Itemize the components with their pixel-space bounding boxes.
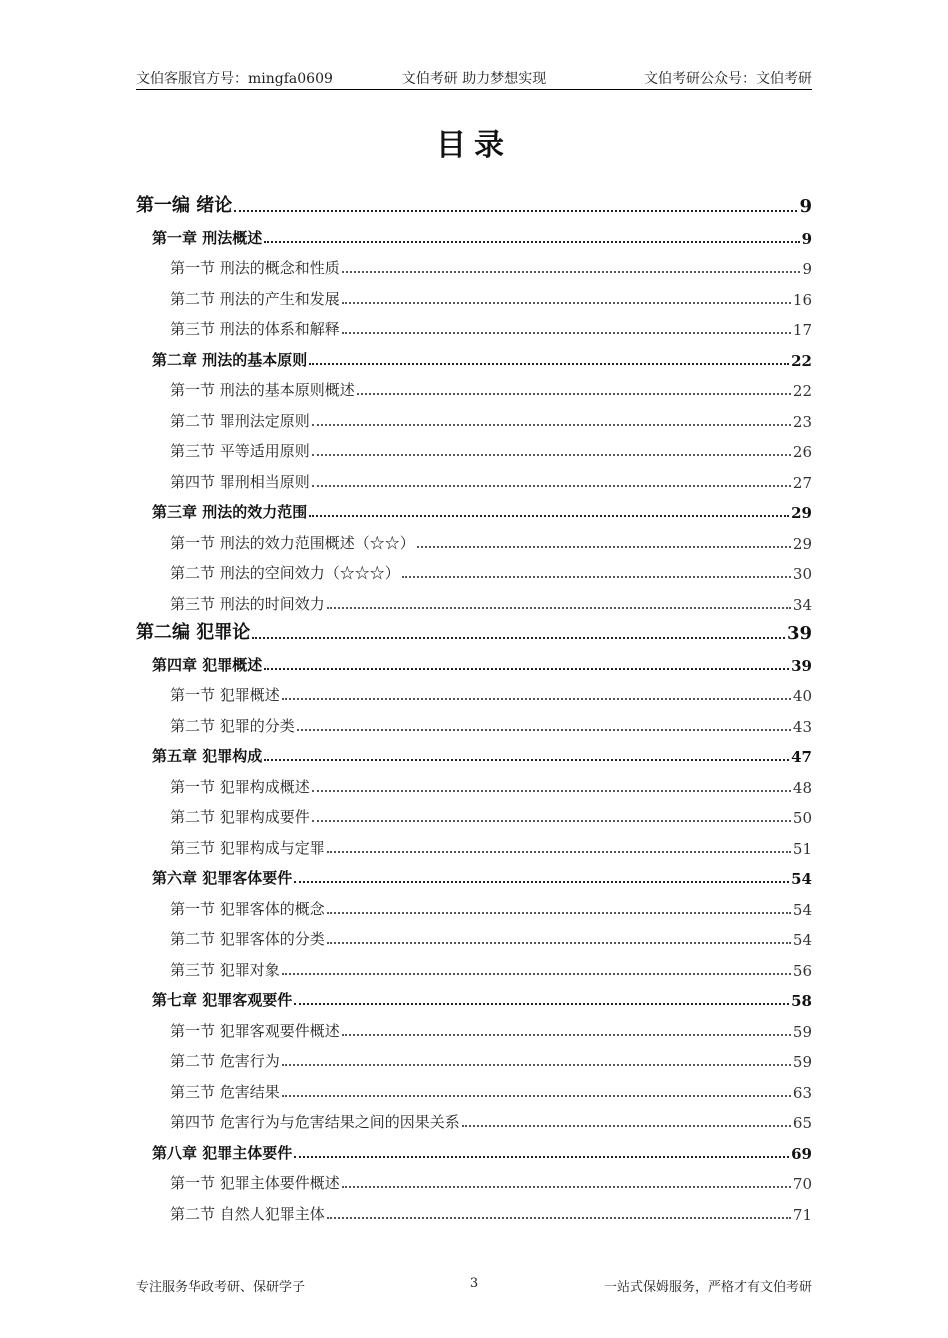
toc-entry-page: 39 [791, 656, 812, 675]
toc-dot-leader [327, 1217, 791, 1219]
toc-dot-leader [342, 1034, 791, 1036]
toc-dot-leader [312, 424, 791, 426]
toc-entry-title: 第二章 刑法的基本原则 [152, 350, 308, 369]
toc-entry-section[interactable] [136, 834, 812, 858]
toc-entry-title: 第五章 犯罪构成 [152, 747, 263, 765]
toc-entry-title: 第三节 犯罪构成与定罪 [170, 838, 325, 857]
toc-entry-page: 16 [792, 290, 812, 309]
toc-entry-title: 第四节 罪刑相当原则 [170, 472, 310, 491]
toc-entry-title: 第一编 绪论 [136, 195, 233, 216]
footer-page-number: 3 [469, 1276, 479, 1291]
toc-entry-title: 第一节 刑法的概念和性质 [170, 259, 340, 277]
toc-entry-title: 第一节 犯罪客观要件概述 [170, 1021, 340, 1040]
toc-entry-section[interactable] [136, 376, 812, 400]
toc-dot-leader [264, 668, 789, 670]
page-title: 目录 [436, 128, 512, 163]
toc-entry-title: 第二节 危害行为 [170, 1052, 280, 1070]
toc-entry-title: 第一节 犯罪客体的概念 [170, 899, 325, 918]
toc-dot-leader [234, 210, 797, 212]
toc-entry-page: 43 [792, 717, 812, 736]
toc-entry-page: 23 [792, 412, 812, 431]
toc-entry-section[interactable] [136, 590, 812, 614]
toc-entry-section[interactable] [136, 315, 812, 339]
toc-entry-section[interactable] [136, 1108, 812, 1132]
toc-dot-leader [312, 485, 791, 487]
toc-entry-part[interactable] [136, 193, 812, 217]
toc-entry-section[interactable] [136, 529, 812, 553]
toc-entry-page: 9 [801, 229, 812, 248]
toc-dot-leader [312, 454, 791, 456]
toc-entry-title: 第二节 罪刑法定原则 [170, 411, 310, 430]
toc-entry-page: 51 [792, 839, 812, 858]
toc-entry-section[interactable] [136, 1078, 812, 1102]
toc-dot-leader [297, 729, 791, 731]
toc-entry-title: 第三节 危害结果 [170, 1082, 280, 1101]
toc-entry-section[interactable] [136, 254, 812, 278]
toc-entry-page: 48 [792, 778, 812, 797]
toc-entry-title: 第二节 犯罪的分类 [170, 716, 295, 735]
toc-dot-leader [294, 881, 789, 883]
toc-entry-chapter[interactable] [136, 742, 812, 766]
toc-entry-page: 22 [791, 351, 812, 370]
toc-dot-leader [294, 1156, 789, 1158]
toc-dot-leader [264, 759, 789, 761]
toc-entry-section[interactable] [136, 1017, 812, 1041]
toc-entry-section[interactable] [136, 468, 812, 492]
toc-entry-section[interactable] [136, 1047, 812, 1071]
toc-entry-title: 第三节 犯罪对象 [170, 960, 280, 979]
toc-entry-title: 第一节 刑法的基本原则概述 [170, 381, 355, 399]
toc-entry-section[interactable] [136, 712, 812, 736]
toc-entry-part[interactable] [136, 620, 812, 644]
footer-tagline: 专注服务华政考研、保研学子 [136, 1280, 306, 1295]
toc-dot-leader [462, 1125, 791, 1127]
toc-entry-title: 第三节 刑法的时间效力 [170, 594, 325, 613]
toc-entry-chapter[interactable] [136, 986, 812, 1010]
toc-dot-leader [357, 393, 791, 395]
toc-entry-page: 50 [792, 809, 812, 827]
toc-entry-page: 56 [792, 961, 812, 980]
toc-entry-page: 47 [791, 748, 812, 766]
toc-dot-leader [327, 912, 791, 914]
toc-entry-page: 70 [792, 1175, 812, 1193]
toc-entry-page: 40 [792, 687, 812, 705]
toc-dot-leader [312, 820, 791, 822]
toc-entry-page: 58 [791, 992, 812, 1010]
toc-entry-section[interactable] [136, 681, 812, 705]
toc-entry-page: 54 [791, 870, 812, 888]
toc-dot-leader [402, 576, 791, 578]
footer-slogan: 一站式保姆服务，严格才有文伯考研 [603, 1280, 812, 1295]
toc-entry-section[interactable] [136, 1169, 812, 1193]
toc-entry-page: 29 [791, 504, 812, 522]
toc-entry-page: 34 [792, 595, 812, 614]
toc-entry-title: 第一章 刑法概述 [152, 228, 263, 247]
header-public-account: 文伯考研公众号：文伯考研 [644, 71, 812, 87]
toc-dot-leader [282, 1095, 791, 1097]
toc-entry-title: 第一节 犯罪概述 [170, 686, 280, 704]
toc-entry-chapter[interactable] [136, 864, 812, 888]
toc-dot-leader [417, 546, 791, 548]
toc-entry-page: 69 [791, 1144, 812, 1163]
toc-entry-page: 63 [792, 1083, 812, 1102]
toc-dot-leader [309, 363, 789, 365]
toc-dot-leader [342, 271, 801, 273]
toc-entry-section[interactable] [136, 956, 812, 980]
toc-entry-page: 59 [792, 1022, 812, 1041]
toc-dot-leader [282, 1064, 791, 1066]
toc-dot-leader [282, 698, 791, 700]
toc-entry-section[interactable] [136, 803, 812, 827]
toc-entry-section[interactable] [136, 559, 812, 583]
toc-entry-section[interactable] [136, 925, 812, 949]
toc-entry-section[interactable] [136, 1200, 812, 1224]
toc-entry-title: 第一节 刑法的效力范围概述（☆☆） [170, 533, 415, 552]
toc-entry-page: 29 [792, 534, 812, 553]
toc-dot-leader [282, 973, 791, 975]
toc-dot-leader [252, 637, 785, 639]
toc-entry-section[interactable] [136, 895, 812, 919]
toc-entry-page: 39 [786, 623, 812, 644]
toc-entry-title: 第三章 刑法的效力范围 [152, 503, 308, 521]
header-slogan: 文伯考研 助力梦想实现 [401, 71, 547, 87]
page-header [136, 67, 812, 90]
toc-dot-leader [327, 942, 791, 944]
toc-entry-section[interactable] [136, 407, 812, 431]
toc-entry-title: 第二编 犯罪论 [136, 622, 251, 643]
toc-entry-page: 54 [792, 900, 812, 919]
toc-entry-page: 9 [799, 196, 812, 217]
toc-entry-title: 第二节 犯罪客体的分类 [170, 930, 325, 948]
toc-entry-chapter[interactable] [136, 498, 812, 522]
toc-entry-section[interactable] [136, 773, 812, 797]
toc-entry-chapter[interactable] [136, 1139, 812, 1163]
toc-dot-leader [342, 302, 791, 304]
toc-dot-leader [264, 241, 799, 243]
toc-entry-title: 第一节 犯罪主体要件概述 [170, 1174, 340, 1192]
header-service-account: 文伯客服官方号：mingfa0609 [136, 71, 333, 87]
toc-dot-leader [294, 1003, 789, 1005]
toc-entry-chapter[interactable] [136, 346, 812, 370]
toc-entry-title: 第八章 犯罪主体要件 [152, 1143, 293, 1162]
toc-entry-page: 9 [802, 260, 812, 278]
toc-entry-title: 第二节 刑法的产生和发展 [170, 289, 340, 308]
toc-entry-page: 71 [792, 1205, 812, 1224]
toc-entry-title: 第四节 危害行为与危害结果之间的因果关系 [170, 1113, 460, 1131]
page-footer [136, 1276, 812, 1296]
toc-entry-chapter[interactable] [136, 224, 812, 248]
toc-entry-section[interactable] [136, 285, 812, 309]
toc-dot-leader [342, 332, 791, 334]
toc-dot-leader [327, 851, 791, 853]
toc-dot-leader [327, 607, 791, 609]
toc-entry-title: 第二节 犯罪构成要件 [170, 808, 310, 826]
toc-entry-title: 第七章 犯罪客观要件 [152, 991, 293, 1009]
toc-entry-page: 27 [792, 473, 812, 492]
toc-entry-title: 第六章 犯罪客体要件 [152, 869, 293, 887]
toc-dot-leader [309, 515, 789, 517]
toc-entry-title: 第三节 刑法的体系和解释 [170, 320, 340, 338]
toc-entry-section[interactable] [136, 437, 812, 461]
toc-dot-leader [312, 790, 791, 792]
toc-entry-title: 第二节 自然人犯罪主体 [170, 1204, 325, 1223]
toc-entry-page: 59 [792, 1053, 812, 1071]
toc-entry-title: 第一节 犯罪构成概述 [170, 777, 310, 796]
toc-entry-title: 第二节 刑法的空间效力（☆☆☆） [170, 564, 400, 582]
toc-dot-leader [342, 1186, 791, 1188]
toc-entry-page: 54 [792, 931, 812, 949]
toc-entry-title: 第三节 平等适用原则 [170, 442, 310, 460]
toc-entry-chapter[interactable] [136, 651, 812, 675]
toc-entry-page: 26 [792, 443, 812, 461]
toc-entry-title: 第四章 犯罪概述 [152, 655, 263, 674]
toc-entry-page: 30 [792, 565, 812, 583]
toc-entry-page: 22 [792, 382, 812, 400]
toc-entry-page: 17 [792, 321, 812, 339]
toc-entry-page: 65 [792, 1114, 812, 1132]
